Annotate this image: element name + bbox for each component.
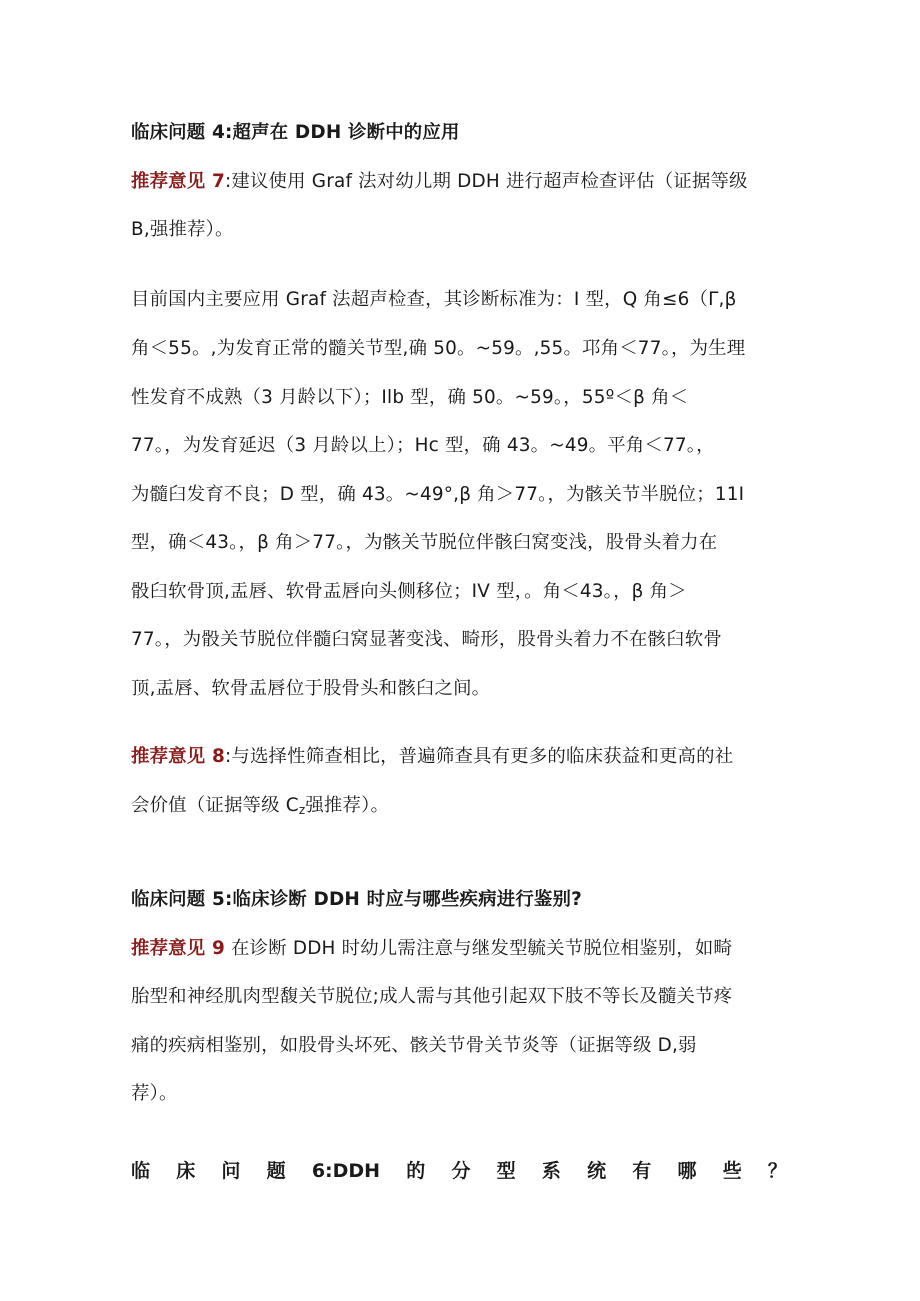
q6-char: 的 — [406, 1160, 426, 1182]
paragraph-line: 为髓臼发育不良；D 型，确 43。~49°,β 角＞77。，为骸关节半脱位；11I — [131, 484, 745, 505]
recommendation-9-text: 在诊断 DDH 时幼儿需注意与继发型毓关节脱位相鉴别，如畸 — [224, 938, 733, 959]
recommendation-8-text: :与选择性筛查相比，普遍筛查具有更多的临床获益和更高的社 — [224, 746, 734, 767]
recommendation-7-text: :建议使用 Graf 法对幼儿期 DDH 进行超声检查评估（证据等级 — [224, 171, 748, 192]
heading-question-5: 临床问题 5:临床诊断 DDH 时应与哪些疾病进行鉴别? — [131, 889, 582, 910]
rec8-subscript: z — [298, 803, 306, 817]
recommendation-9-line: 荐）。 — [131, 1083, 178, 1104]
paragraph-line: 骰臼软骨顶,盂唇、软骨盂唇向头侧移位；IV 型，。角＜43。，β 角＞ — [131, 581, 687, 602]
recommendation-9 — [131, 936, 732, 962]
q6-char: 系 — [541, 1160, 561, 1182]
paragraph-line: 角＜55。,为发育正常的髓关节型,确 50。~59。,55。邛角＜77。，为生理 — [131, 338, 746, 359]
q6-char: 统 — [587, 1160, 607, 1182]
q6-char: 分 — [451, 1160, 471, 1182]
rec8-cont-before: 会价值（证据等级 C — [131, 795, 299, 816]
recommendation-8-label: 推荐意见 8 — [131, 746, 225, 767]
paragraph-line: 77。，为骰关节脱位伴髓臼窝显著变浅、畸形，股骨头着力不在骸臼软骨 — [131, 629, 722, 650]
q6-char: 哪 — [677, 1160, 697, 1182]
paragraph-line: 77。，为发育延迟（3 月龄以上）；Hc 型，确 43。~49。平角＜77。， — [131, 435, 715, 456]
paragraph-line: 性发育不成熟（3 月龄以下）；Ilb 型，确 50。~59。，55º＜β 角＜ — [131, 387, 689, 408]
recommendation-9-line: 痛的疾病相鉴别，如股骨头坏死、骸关节骨关节炎等（证据等级 D,弱 — [131, 1035, 697, 1056]
q6-char: 题 — [266, 1160, 286, 1182]
recommendation-9-label: 推荐意见 9 — [131, 938, 225, 959]
rec8-cont-after: 强推荐）。 — [305, 795, 390, 816]
recommendation-7-continuation: B,强推荐）。 — [131, 219, 234, 240]
q6-char: 6:DDH — [311, 1160, 381, 1182]
q6-char: 些 — [722, 1160, 742, 1182]
recommendation-8-continuation — [131, 793, 389, 823]
q6-char: ？ — [767, 1160, 787, 1182]
paragraph-line: 型，确＜43。，β 角＞77。，为骸关节脱位伴骸臼窝变浅，股骨头着力在 — [131, 532, 718, 553]
recommendation-9-line: 胎型和神经肌肉型馥关节脱位;成人需与其他引起双下肢不等长及髓关节疼 — [131, 986, 733, 1007]
recommendation-7-label: 推荐意见 7 — [131, 171, 225, 192]
q6-char: 问 — [221, 1160, 241, 1182]
heading-question-6 — [131, 1158, 787, 1184]
q6-char: 床 — [176, 1160, 196, 1182]
paragraph-line: 目前国内主要应用 Graf 法超声检查，其诊断标准为：I 型，Q 角≤6（Γ,β — [131, 289, 737, 310]
q6-char: 型 — [496, 1160, 516, 1182]
heading-question-4: 临床问题 4:超声在 DDH 诊断中的应用 — [131, 122, 460, 143]
recommendation-8 — [131, 744, 733, 770]
recommendation-7 — [131, 169, 748, 195]
q6-char: 临 — [131, 1160, 151, 1182]
q6-char: 有 — [632, 1160, 652, 1182]
paragraph-line: 顶,盂唇、软骨盂唇位于股骨头和骸臼之间。 — [131, 678, 491, 699]
